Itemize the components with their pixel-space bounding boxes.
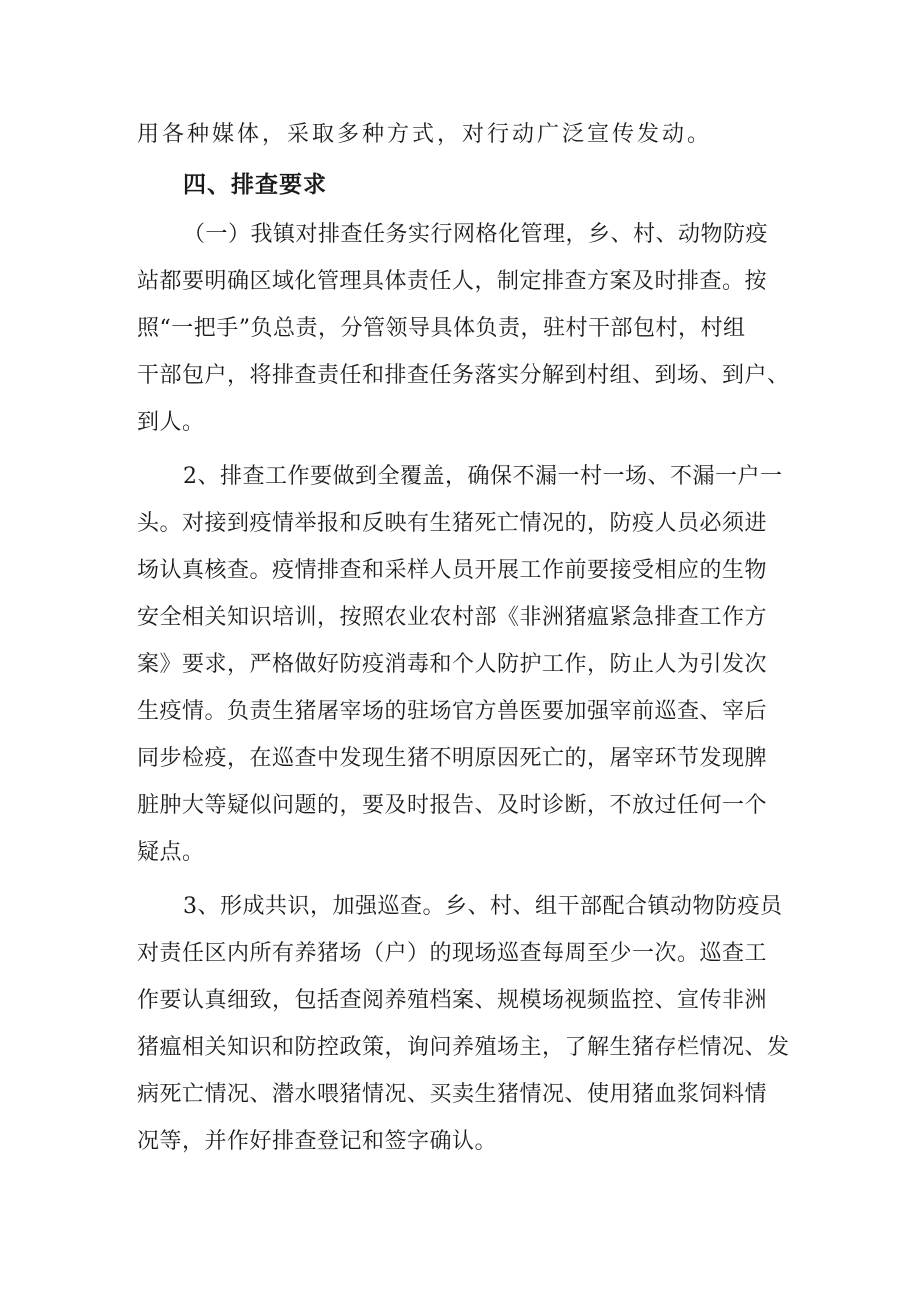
paragraph-1-line: （一）我镇对排查任务实行网格化管理，乡、村、动物防疫: [183, 222, 769, 247]
section-heading: 四、排查要求: [183, 172, 327, 198]
paragraph-2-line: 案》要求，严格做好防疫消毒和个人防护工作，防止人为引发次: [137, 652, 768, 677]
paragraph-1-line: 照“一把手”负总责，分管领导具体负责，驻村干部包村，村组: [137, 316, 746, 341]
paragraph-1-line: 干部包户，将排查责任和排查任务落实分解到村组、到场、到户、: [137, 363, 790, 388]
paragraph-1-line: 到人。: [137, 410, 205, 435]
paragraph-2-line: 场认真核查。疫情排查和采样人员开展工作前要接受相应的生物: [137, 558, 768, 583]
paragraph-3-line: 作要认真细致，包括查阅养殖档案、规模场视频监控、宣传非洲: [137, 988, 768, 1013]
paragraph-2-line: 同步检疫，在巡查中发现生猪不明原因死亡的，屠宰环节发现脾: [137, 746, 768, 771]
paragraph-2-line: 生疫情。负责生猪屠宰场的驻场官方兽医要加强宰前巡查、宰后: [137, 699, 768, 724]
paragraph-3-line: 况等，并作好排查登记和签字确认。: [137, 1129, 498, 1154]
paragraph-2-line: 头。对接到疫情举报和反映有生猪死亡情况的，防疫人员必须进: [137, 511, 768, 536]
paragraph-2-line: 脏肿大等疑似问题的，要及时报告、及时诊断，不放过任何一个: [137, 793, 768, 818]
paragraph-2-line: 安全相关知识培训，按照农业农村部《非洲猪瘟紧急排查工作方: [137, 605, 768, 630]
paragraph-3-line: 病死亡情况、潜水喂猪情况、买卖生猪情况、使用猪血浆饲料情: [137, 1082, 768, 1107]
text-line: 用各种媒体，采取多种方式，对行动广泛宣传发动。: [137, 122, 713, 147]
paragraph-3-line: 猪瘟相关知识和防控政策，询问养殖场主，了解生猪存栏情况、发: [137, 1035, 790, 1060]
paragraph-1-line: 站都要明确区域化管理具体责任人，制定排查方案及时排查。按: [137, 269, 768, 294]
paragraph-2-line: 疑点。: [137, 840, 205, 865]
paragraph-2-line: 2、排查工作要做到全覆盖，确保不漏一村一场、不漏一户一: [183, 464, 783, 489]
paragraph-3-line: 对责任区内所有养猪场（户）的现场巡查每周至少一次。巡查工: [137, 941, 768, 966]
paragraph-3-line: 3、形成共识，加强巡查。乡、村、组干部配合镇动物防疫员: [183, 894, 783, 919]
